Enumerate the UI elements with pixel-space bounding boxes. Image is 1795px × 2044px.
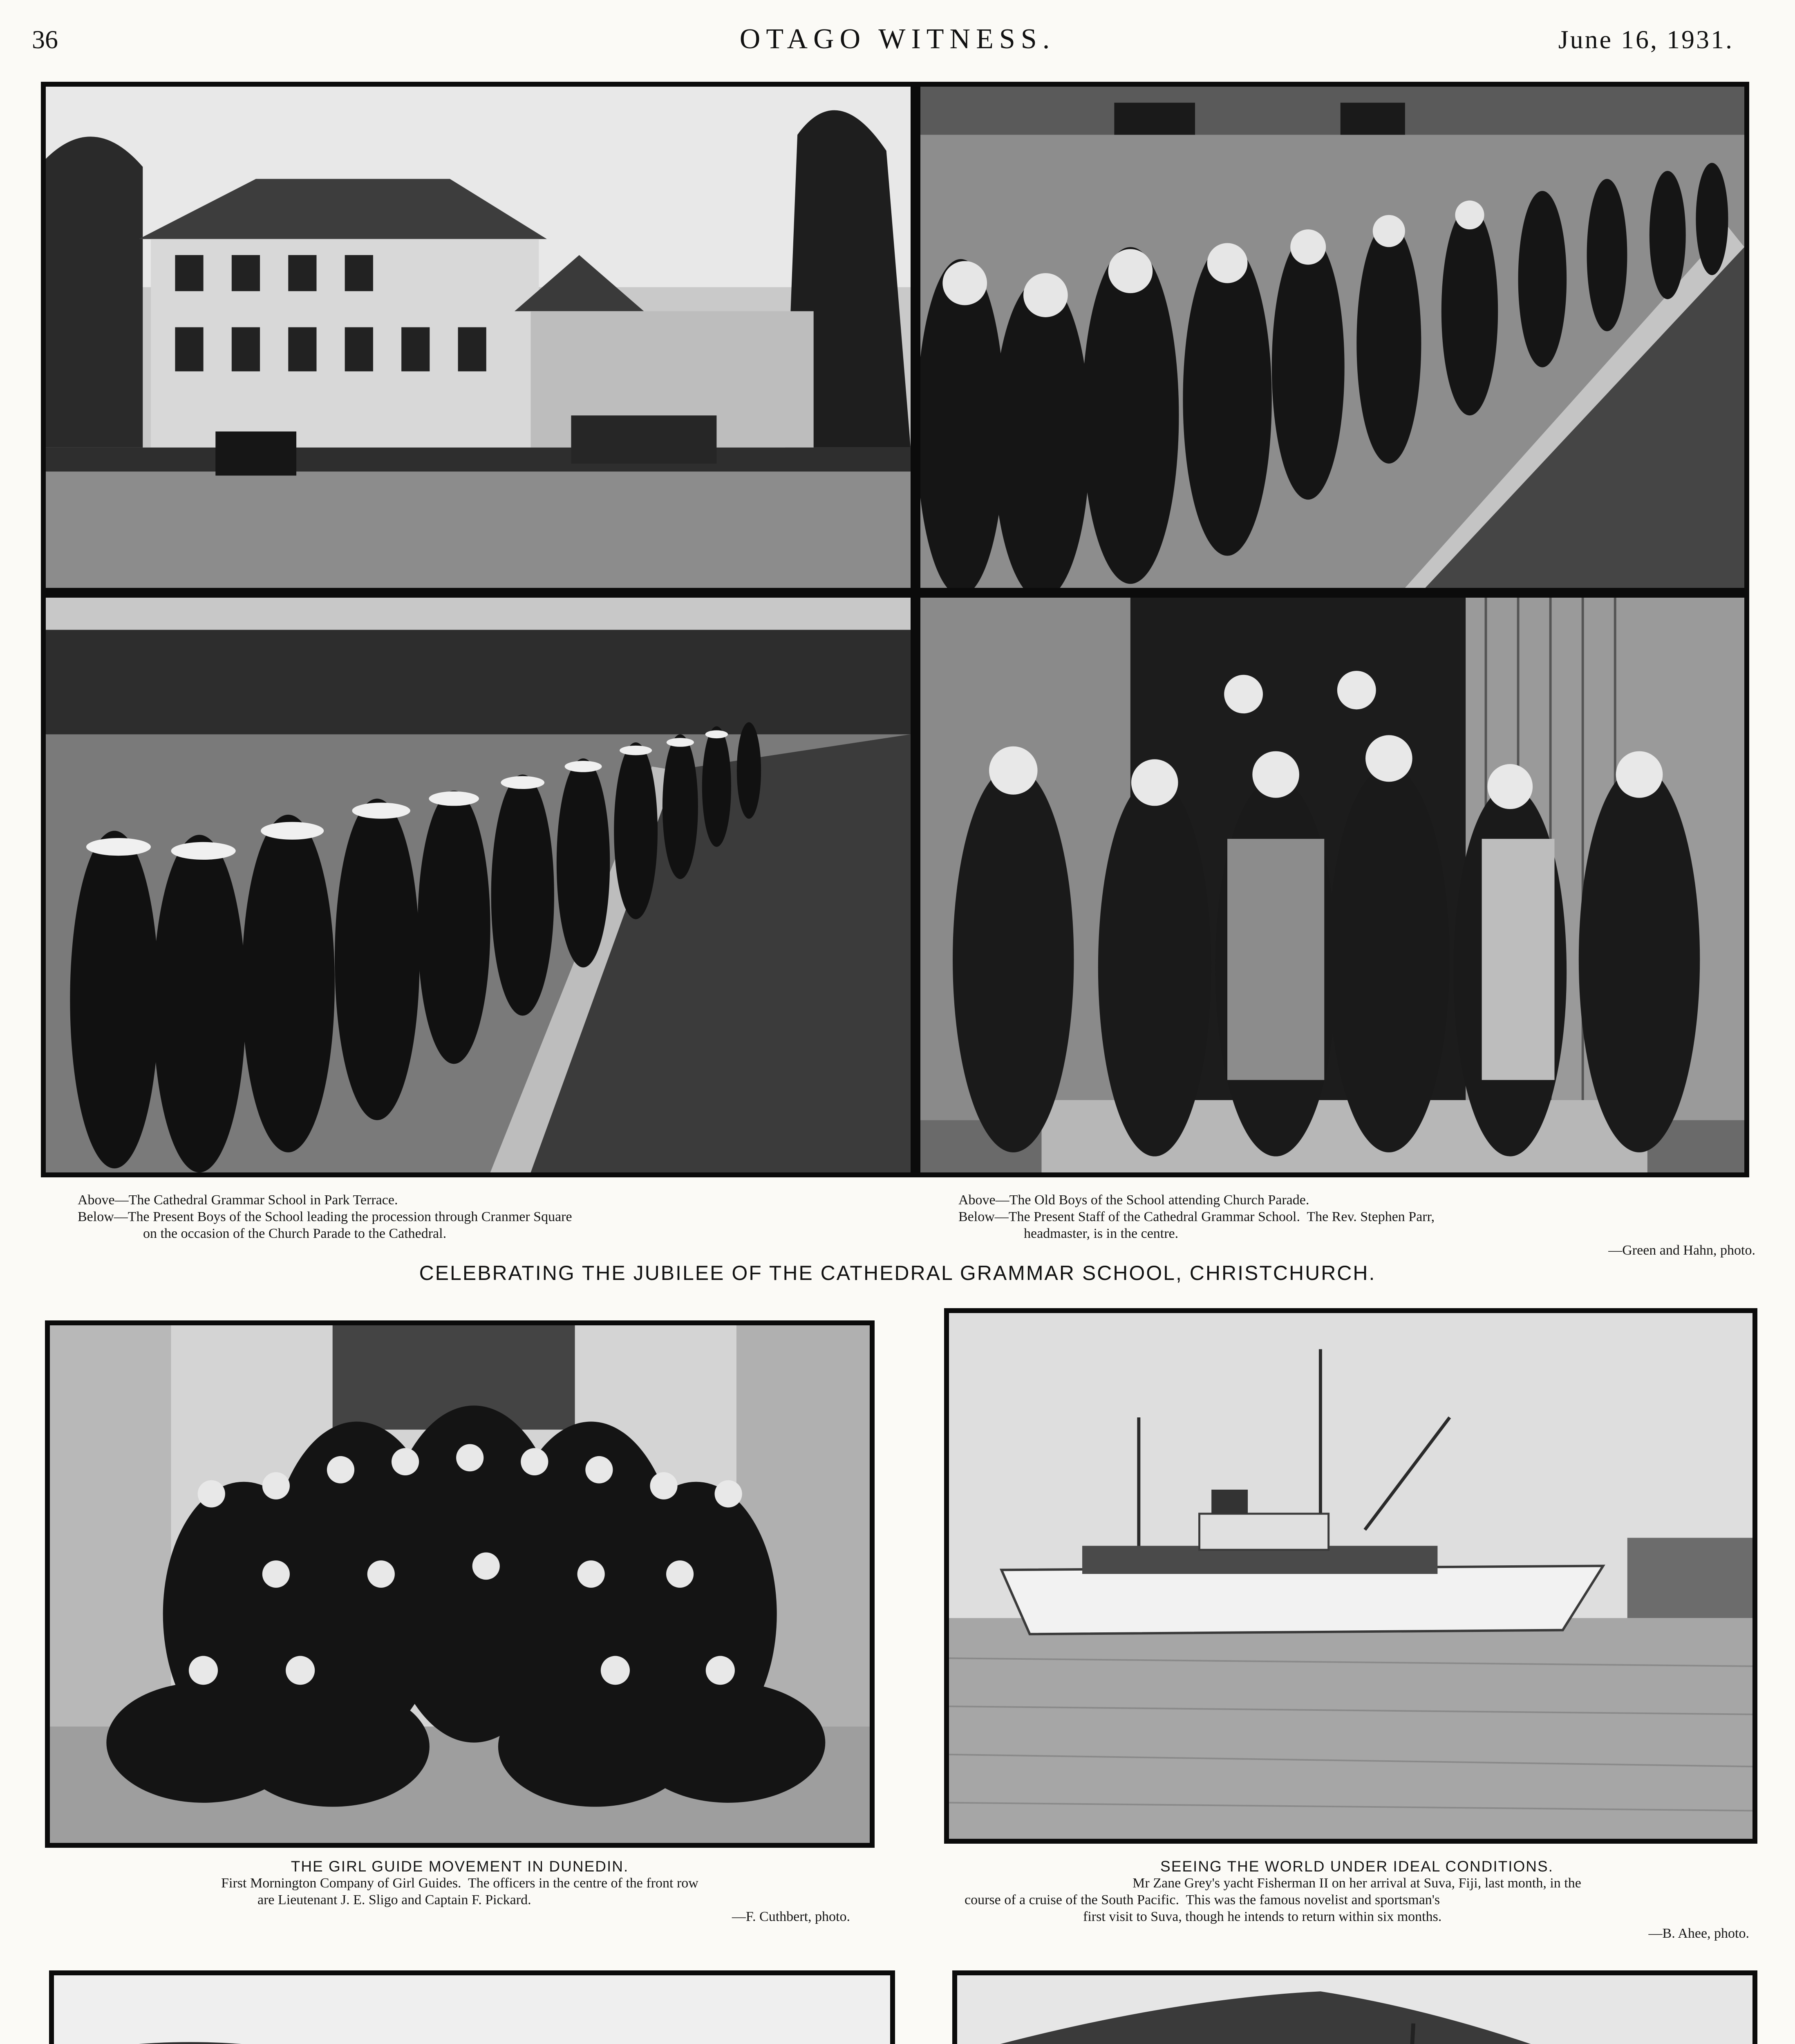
photo-credit: —F. Cuthbert, photo. bbox=[732, 1909, 850, 1924]
caption-jubilee-left bbox=[78, 1192, 895, 1242]
page-number: 36 bbox=[32, 25, 58, 54]
photo-school-building bbox=[41, 82, 915, 593]
caption-line: on the occasion of the Church Parade to the Cathedral. bbox=[143, 1226, 447, 1241]
caption-guides bbox=[45, 1858, 875, 1925]
caption-line: are Lieutenant J. E. Sligo and Captain F. Pickard. bbox=[257, 1892, 531, 1907]
caption-line: first visit to Suva, though he intends to return within six months. bbox=[1083, 1909, 1442, 1924]
caption-line: Mr Zane Grey's yacht Fisherman II on her arrival at Suva, Fiji, last month, in the bbox=[1133, 1876, 1581, 1891]
photo-boys-procession bbox=[41, 593, 915, 1177]
masthead: OTAGO WITNESS. bbox=[739, 23, 1056, 55]
jubilee-banner: CELEBRATING THE JUBILEE OF THE CATHEDRAL GRAMMAR SCHOOL, CHRISTCHURCH. bbox=[419, 1262, 1376, 1284]
photo-kilmog-road bbox=[952, 1970, 1757, 2044]
caption-title: THE GIRL GUIDE MOVEMENT IN DUNEDIN. bbox=[291, 1858, 629, 1875]
caption-line: First Mornington Company of Girl Guides. The officers in the centre of the front row bbox=[221, 1876, 698, 1891]
photo-old-boys-parade bbox=[915, 82, 1749, 593]
caption-line: Below—The Present Boys of the School leading the procession through Cranmer Square bbox=[78, 1209, 572, 1224]
photo-girl-guides bbox=[45, 1320, 875, 1848]
caption-yacht bbox=[952, 1858, 1761, 1942]
caption-jubilee-right bbox=[958, 1192, 1755, 1259]
photo-credit: —Green and Hahn, photo. bbox=[1608, 1243, 1755, 1258]
photo-credit: —B. Ahee, photo. bbox=[1648, 1926, 1749, 1941]
caption-line: Below—The Present Staff of the Cathedral Grammar School. The Rev. Stephen Parr, bbox=[958, 1209, 1435, 1224]
caption-title: SEEING THE WORLD UNDER IDEAL CONDITIONS. bbox=[1160, 1858, 1553, 1875]
caption-line: Above—The Cathedral Grammar School in Park Terrace. bbox=[78, 1192, 398, 1208]
caption-line: Above—The Old Boys of the School attending Church Parade. bbox=[958, 1192, 1309, 1208]
caption-line: headmaster, is in the centre. bbox=[1024, 1226, 1179, 1241]
photo-yacht bbox=[944, 1308, 1757, 1844]
photo-bridge bbox=[49, 1970, 895, 2044]
photo-staff-group bbox=[915, 593, 1749, 1177]
issue-date: June 16, 1931. bbox=[1558, 25, 1734, 54]
caption-line: course of a cruise of the South Pacific. This was the famous novelist and sportsman's bbox=[965, 1892, 1440, 1907]
